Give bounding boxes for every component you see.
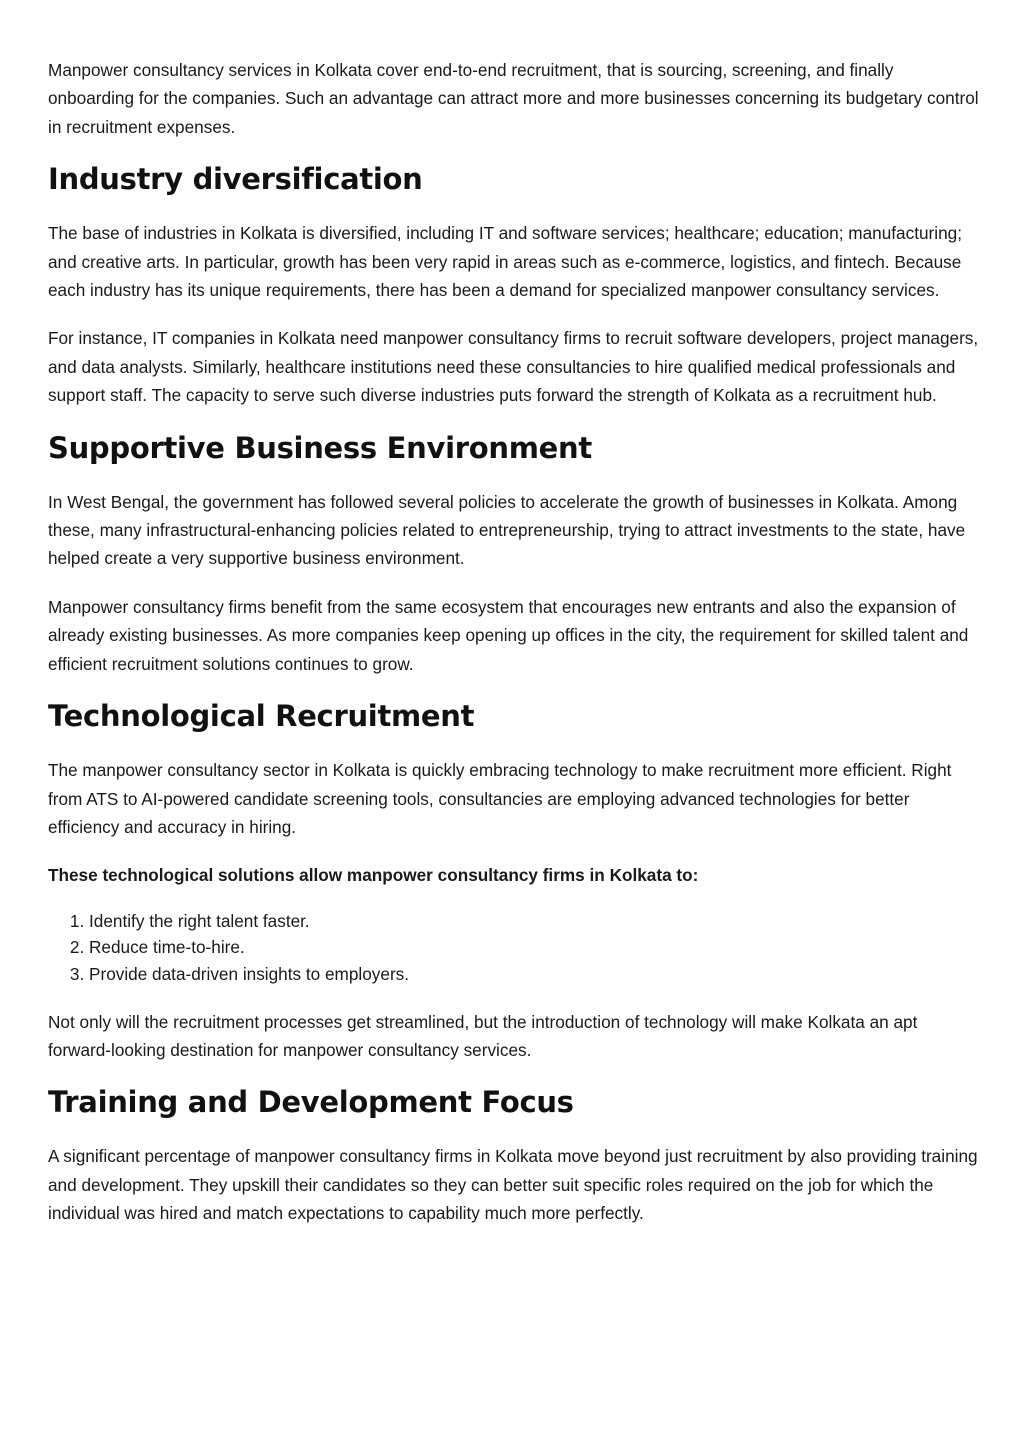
technology-closing-paragraph: Not only will the recruitment processes get streamlined, but the introduction of technology will make Kolkata an apt forward-looking destination for manpower consultancy services. <box>48 1011 918 1060</box>
heading-supportive-business-environment: Supportive Business Environment <box>48 430 592 465</box>
intro-paragraph: Manpower consultancy services in Kolkata cover end-to-end recruitment, that is sourcing, screening, and finally onboarding for the companies. Such an advantage can attract more and more businesses concerning its budgetary control in recruitment expenses. <box>48 60 979 137</box>
industry-paragraph-1: The base of industries in Kolkata is diversified, including IT and software services; healthcare; education; manufacturing; and creative arts. In particular, growth has been very rapid in areas such as e-commerce, logistics, and fintech. Because each industry has its unique requirements, there has been a demand for specialized manpower consultancy services. <box>48 223 962 301</box>
heading-training-and-development: Training and Development Focus <box>48 1085 574 1120</box>
heading-industry-diversification: Industry diversification <box>48 162 423 197</box>
list-item: 1. Identify the right talent faster. <box>89 908 980 935</box>
article-body <box>48 56 980 1248</box>
technology-bold-lead: These technological solutions allow manpower consultancy firms in Kolkata to: <box>48 865 699 886</box>
heading-technological-recruitment: Technological Recruitment <box>48 699 475 734</box>
list-item: 2. Reduce time-to-hire. <box>89 934 980 961</box>
list-item: 3. Provide data-driven insights to employers. <box>89 961 980 988</box>
technology-paragraph-1: The manpower consultancy sector in Kolkata is quickly embracing technology to make recruitment more efficient. Right from ATS to AI-powered candidate screening tools, consultancies are employing advanced technologies for better efficiency and accuracy in hiring. <box>48 760 952 837</box>
training-paragraph-1: A significant percentage of manpower consultancy firms in Kolkata move beyond just recruitment by also providing training and development. They upskill their candidates so they can better suit specific roles required on the job for which the individual was hired and match expectations to capability much more perfectly. <box>48 1146 978 1224</box>
industry-paragraph-2: For instance, IT companies in Kolkata need manpower consultancy firms to recruit software developers, project managers, and data analysts. Similarly, healthcare institutions need these consultancies to hire qualified medical professionals and support staff. The capacity to serve such diverse industries puts forward the strength of Kolkata as a recruitment hub. <box>48 328 979 406</box>
technology-benefits-list <box>48 908 980 988</box>
business-paragraph-1: In West Bengal, the government has followed several policies to accelerate the growth of businesses in Kolkata. Among these, many infrastructural-enhancing policies related to entrepreneurship, trying to attract investments to the state, have helped create a very supportive business environment. <box>48 491 966 569</box>
business-paragraph-2: Manpower consultancy firms benefit from the same ecosystem that encourages new entrants and also the expansion of already existing businesses. As more companies keep opening up offices in the city, the requirement for skilled talent and efficient recruitment solutions continues to grow. <box>48 596 969 674</box>
